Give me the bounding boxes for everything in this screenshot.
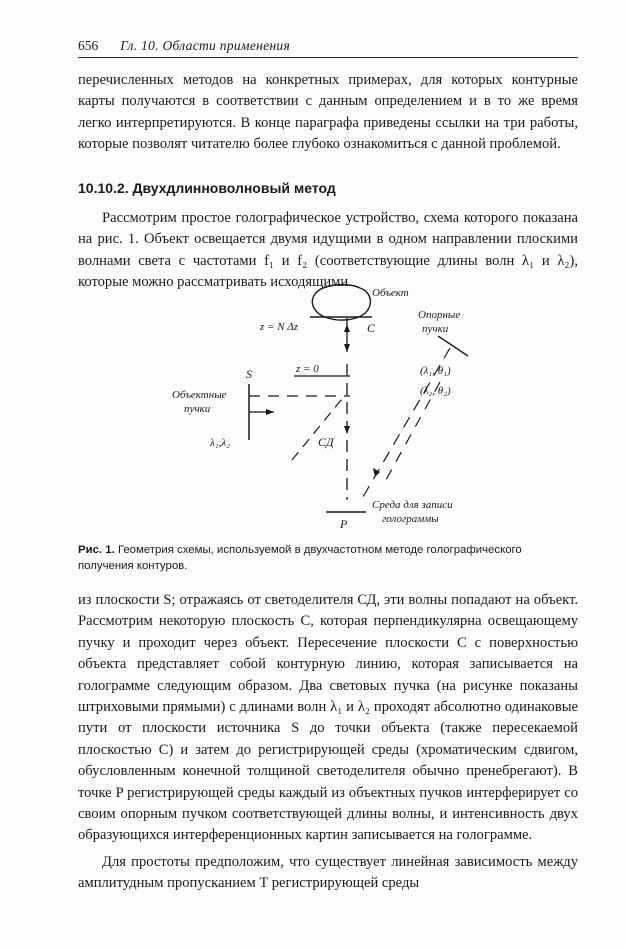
paragraph-3: Для простоты предположим, что существует линейная зависимость между амплитудным пропусканием T регистрирующей среды bbox=[78, 854, 578, 892]
object-beams-label-1: Объектные bbox=[172, 389, 227, 401]
figure-1 bbox=[150, 282, 550, 534]
reference-label-2: пучки bbox=[422, 323, 449, 335]
object-beam-arrow bbox=[266, 409, 274, 415]
reference-source-line bbox=[438, 336, 468, 356]
z-plane-label: z = N Δz bbox=[260, 321, 299, 333]
header-rule bbox=[78, 57, 578, 58]
source-plane-label: S bbox=[246, 367, 252, 381]
section-heading bbox=[78, 180, 578, 196]
reference-label-1: Опорные bbox=[418, 309, 461, 321]
object-shape bbox=[312, 285, 370, 320]
arrow-up bbox=[344, 324, 350, 332]
plane-c-label: C bbox=[367, 321, 376, 335]
medium-label-2: голограммы bbox=[382, 513, 439, 525]
caption-text: Геометрия схемы, используемой в двухчастотном методе голографического получения контуров. bbox=[78, 544, 522, 572]
figure-caption bbox=[78, 542, 578, 574]
z0-label: z = 0 bbox=[296, 363, 319, 375]
paragraph-2: из плоскости S; отражаясь от светоделителя СД, эти волны попадают на объект. Рассмотрим некоторую плоскость C, которая перпендикулярна освещающему пучку и проходит через объект. Пересечение плоскости C с поверхностью объекта представляет собой контурную линию, которая записывается на голограмме следующим образом. Два световых пучка (на рисунке показаны штриховыми прямыми) с длинами волн λ₁ и λ₂ проходят абсолютно одинаковые пути от плоскости источника S до точки объекта (также пересекаемой плоскостью C) и затем до регистрирующей среды (хроматическим сдвигом, обусловленным конечной толщиной светоделителя обычно пренебрегают). В точке P регистрирующей среды каждый из объектных пучков интерферирует со своим опорным пучком соответствующей длины волны, и интенсивность двух образующихся интерференционных картин записывается на голограмме. bbox=[78, 592, 578, 844]
running-title: Гл. 10. Области применения bbox=[120, 38, 291, 53]
section-number: 10.10.2. bbox=[78, 180, 129, 196]
object-label: Объект bbox=[372, 287, 409, 299]
medium-label-1: Среда для записи bbox=[372, 499, 453, 511]
lambdas-label: λ₁,λ₂ bbox=[210, 437, 230, 449]
page-number: 656 bbox=[78, 38, 99, 53]
lambda2-theta2-label: (λ₂, θ₂) bbox=[420, 385, 451, 397]
hologram-geometry-diagram bbox=[150, 282, 550, 534]
section-title: Двухдлинноволновый метод bbox=[132, 180, 336, 196]
lambda1-theta1-label: (λ₁, θ₁) bbox=[420, 365, 451, 377]
object-beams-label-2: пучки bbox=[184, 403, 211, 415]
arrow-down-middle bbox=[344, 426, 350, 434]
point-p-label: P bbox=[340, 517, 348, 531]
intro-paragraph: перечисленных методов на конкретных примерах, для которых контурные карты получаются в соответствии с данным определением и в то же время легко интерпретируются. В конце параграфа приведены ссылки на три работы, которые позволят читателю более глубоко ознакомиться с данной проблемой. bbox=[78, 72, 578, 153]
beam-splitter-label: СД bbox=[318, 435, 334, 449]
arrow-down-upper bbox=[344, 344, 350, 352]
caption-label: Рис. 1. bbox=[78, 544, 115, 556]
reference-beam-2 bbox=[382, 382, 440, 487]
paragraph-1: Рассмотрим простое голографическое устройство, схема которого показана на рис. 1. Объект освещается двумя идущими в одном направлении плоскими волнами света с частотами f₁ и f₂ (соответствующие длины волн λ₁ и λ₂), которые можно рассматривать исходящими bbox=[78, 210, 578, 291]
beam-splitter bbox=[292, 394, 346, 460]
running-header bbox=[78, 38, 578, 54]
